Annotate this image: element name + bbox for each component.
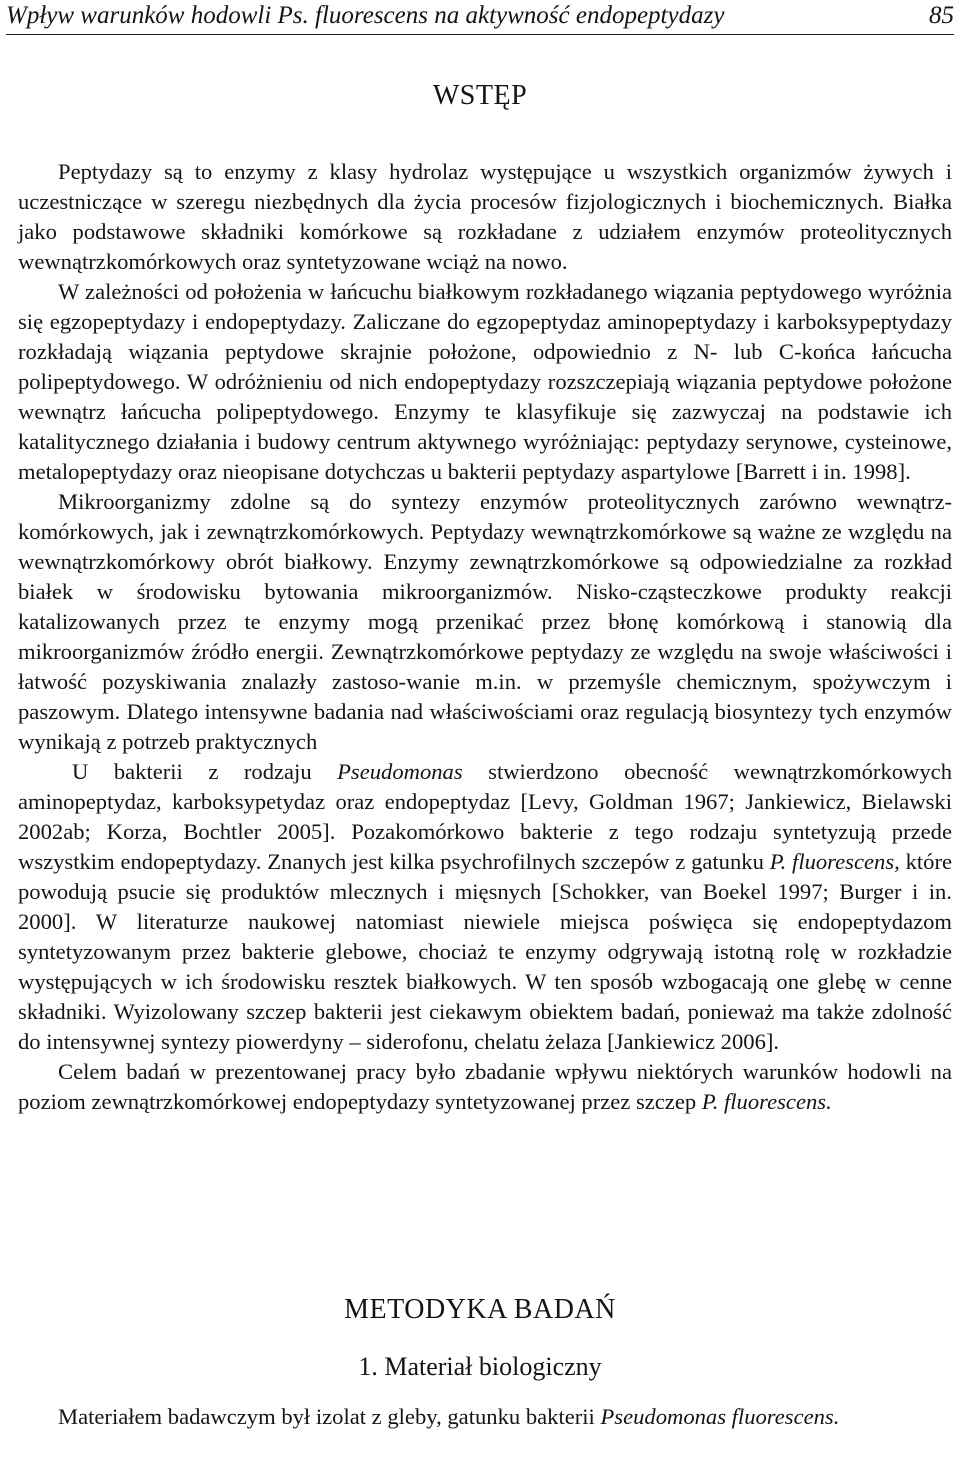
genus-name: Pseudomonas <box>337 759 463 784</box>
running-head <box>6 0 954 35</box>
methods-paragraph-1 <box>18 1402 952 1432</box>
intro-paragraph-4 <box>18 757 952 1057</box>
methods-p1-text: Materiałem badawczym był izolat z gleby, gatunku bakterii <box>58 1404 601 1429</box>
methods-body <box>18 1402 952 1432</box>
species-name: P. fluorescens. <box>701 1089 832 1114</box>
intro-paragraph-5 <box>18 1057 952 1117</box>
intro-p4-text-b: stwierdzono obecność wewnątrzkomórkowych aminopeptydaz, karboksypetydaz oraz endopeptydaz [Levy, Goldman 1967; Jankiewicz, Bielawski 2002ab; Korza, Bochtler 2005]. Pozakomórkowo bakterie z tego rodzaju syntetyzują przede wszystkim endopeptydazy. Znanych jest kilka psychrofilnych szczepów z gatunku <box>18 759 952 874</box>
section-title-methods: METODYKA BADAŃ <box>344 1294 616 1325</box>
intro-paragraph-3: Mikroorganizmy zdolne są do syntezy enzymów proteolitycznych zarówno wewnątrz-komórkowych, jak i zewnątrzkomórkowych. Peptydazy wewnątrzkomórkowe są ważne ze względu na wewnątrzkomórkowy obrót białkowy. Enzymy zewnątrzkomórkowe są odpowiedzialne za rozkład białek w środowisku bytowania mikroorganizmów. Nisko-cząsteczkowe produkty reakcji katalizowanych przez te enzymy mogą przenikać przez błonę komórkową i stanowią dla mikroorganizmów źródło energii. Zewnątrzkomórkowe peptydazy ze względu na swoje właściwości i łatwość pozyskiwania znalazły zastoso-wanie m.in. w przemyśle chemicznym, spożywczym i paszowym. Dlatego intensywne badania nad właściwościami oraz regulacją biosyntezy tych enzymów wynikają z potrzeb praktycznych <box>18 489 952 754</box>
intro-paragraph-1: Peptydazy są to enzymy z klasy hydrolaz występujące u wszystkich organizmów żywych i uczestniczące w szeregu niezbędnych dla życia procesów fizjologicznych i biochemicznych. Białka jako podstawowe składniki komórkowe są rozkładane z udziałem enzymów proteolitycznych wewnątrzkomórkowych oraz syntetyzowane wciąż na nowo. <box>18 159 952 274</box>
page-number: 85 <box>929 2 954 29</box>
intro-body <box>18 157 952 1117</box>
intro-paragraph-2: W zależności od położenia w łańcuchu białkowym rozkładanego wiązania peptydowego wyróżnia się egzopeptydazy i endopeptydazy. Zaliczane do egzopeptydaz aminopeptydazy i karboksypeptydazy rozkładają wiązania peptydowe skrajnie położone, odpowiednio z N- lub C-końca łańcucha polipeptydowego. W odróżnieniu od nich endopeptydazy rozszczepiają wiązania peptydowe położone wewnątrz łańcucha polipeptydowego. Enzymy te klasyfikuje się zazwyczaj na podstawie ich katalitycznego działania i budowy centrum aktywnego wyróżniając: peptydazy serynowe, cysteinowe, metalopeptydazy oraz nieopisane dotychczas u bakterii peptydazy aspartylowe [Barrett i in. 1998]. <box>18 279 952 484</box>
running-head-title: Wpływ warunków hodowli Ps. fluorescens na aktywność endopeptydazy <box>6 2 725 29</box>
intro-p4-text-a: U bakterii z rodzaju <box>72 759 338 784</box>
intro-p4-text-c: które powodują psucie się produktów mlecznych i mięsnych [Schokker, van Boekel 1997; Burger i in. 2000]. W literaturze naukowej natomiast niewiele miejsca poświęca się endopeptydazom syntetyzowanym przez bakterie glebowe, chociaż te enzymy odgrywają istotną rolę w rozkładzie występujących w ich środowisku resztek białkowych. W ten sposób wzbogacają one glebę w cenne składniki. Wyizolowany szczep bakterii jest ciekawym obiektem badań, ponieważ ma także zdolność do intensywnej syntezy piowerdyny – siderofonu, chelatu żelaza [Jankiewicz 2006]. <box>18 849 953 1054</box>
intro-p5-text-a: Celem badań w prezentowanej pracy było zbadanie wpływu niektórych warunków hodowli na poziom zewnątrzkomórkowej endopeptydazy syntetyzowanej przez szczep <box>18 1059 952 1114</box>
species-name: P. fluorescens, <box>769 849 900 874</box>
species-name: Pseudomonas fluorescens. <box>600 1404 840 1429</box>
section-title-intro: WSTĘP <box>432 80 528 111</box>
subsection-title-material: 1. Materiał biologiczny <box>358 1352 602 1381</box>
